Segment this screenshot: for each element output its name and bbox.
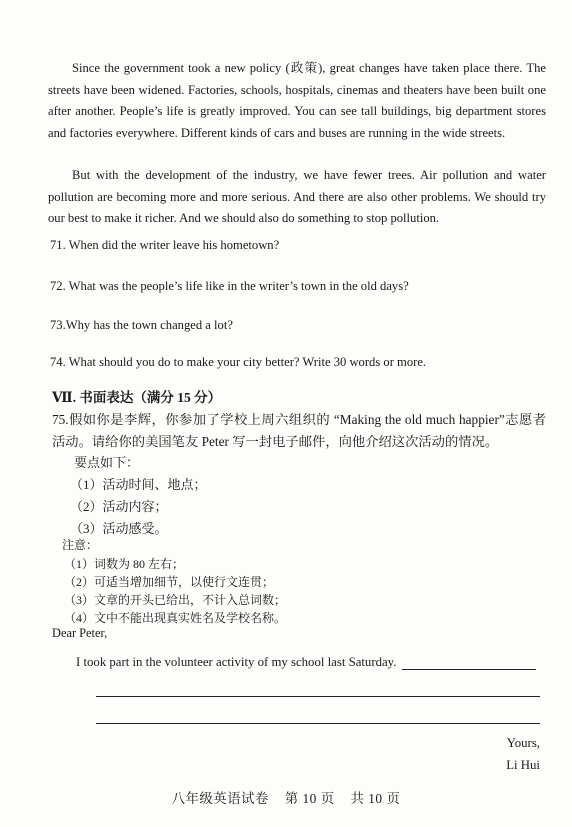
letter-greeting: Dear Peter, <box>52 626 108 640</box>
question-74: 74. What should you do to make your city better? Write 30 words or more. <box>50 355 427 369</box>
passage-paragraph-1: Since the government took a new policy (政策), great changes have taken place there. The streets have been widened. Factories, schools, hospitals, cinemas and theaters have been built one after another. People’s life is greatly improved. You can see tall buildings, big department stores and factories everywhere. Different kinds of cars and buses are running in the wide streets. <box>48 61 546 141</box>
point-item: （3）活动感受。 <box>70 521 168 536</box>
question-73: 73.Why has the town changed a lot? <box>50 318 233 332</box>
section-heading: Ⅶ. 书面表达（满分 15 分） <box>52 390 222 405</box>
notes-title: 注意： <box>62 538 99 552</box>
letter-opening: I took part in the volunteer activity of my school last Saturday. <box>76 655 397 669</box>
note-item: （1）词数为 80 左右； <box>64 557 185 571</box>
letter-closing: Yours, <box>506 736 540 750</box>
note-item: （4）文中不能出现真实姓名及学校名称。 <box>64 611 287 625</box>
footer-total-pages: 共 10 页 <box>350 791 401 806</box>
points-title: 要点如下： <box>74 455 140 470</box>
writing-task: 75.假如你是李辉，你参加了学校上周六组织的 “Making the old much happier”志愿者活动。请给你的美国笔友 Peter 写一封电子邮件，向他介绍这次活动的情况。 <box>52 412 546 449</box>
letter-signature: Li Hui <box>506 758 540 772</box>
footer-page-number: 第 10 页 <box>284 791 335 806</box>
answer-line-2[interactable] <box>96 696 540 697</box>
question-71: 71. When did the writer leave his hometown? <box>50 238 280 252</box>
question-72: 72. What was the people’s life like in the writer’s town in the old days? <box>50 279 409 293</box>
point-item: （1）活动时间、地点； <box>70 477 207 492</box>
page-footer <box>0 788 572 807</box>
note-item: （2）可适当增加细节，以使行文连贯； <box>64 575 275 589</box>
answer-line-3[interactable] <box>96 723 540 724</box>
note-item: （3）文章的开头已给出，不计入总词数； <box>64 593 287 607</box>
footer-exam-title: 八年级英语试卷 <box>171 791 269 806</box>
passage-paragraph-2: But with the development of the industry, we have fewer trees. Air pollution and water pollution are becoming more and more serious. And there are also other problems. We should try our best to make it richer. And we should also do something to stop pollution. <box>48 168 546 226</box>
answer-line-1[interactable] <box>402 669 536 670</box>
point-item: （2）活动内容； <box>70 499 168 514</box>
